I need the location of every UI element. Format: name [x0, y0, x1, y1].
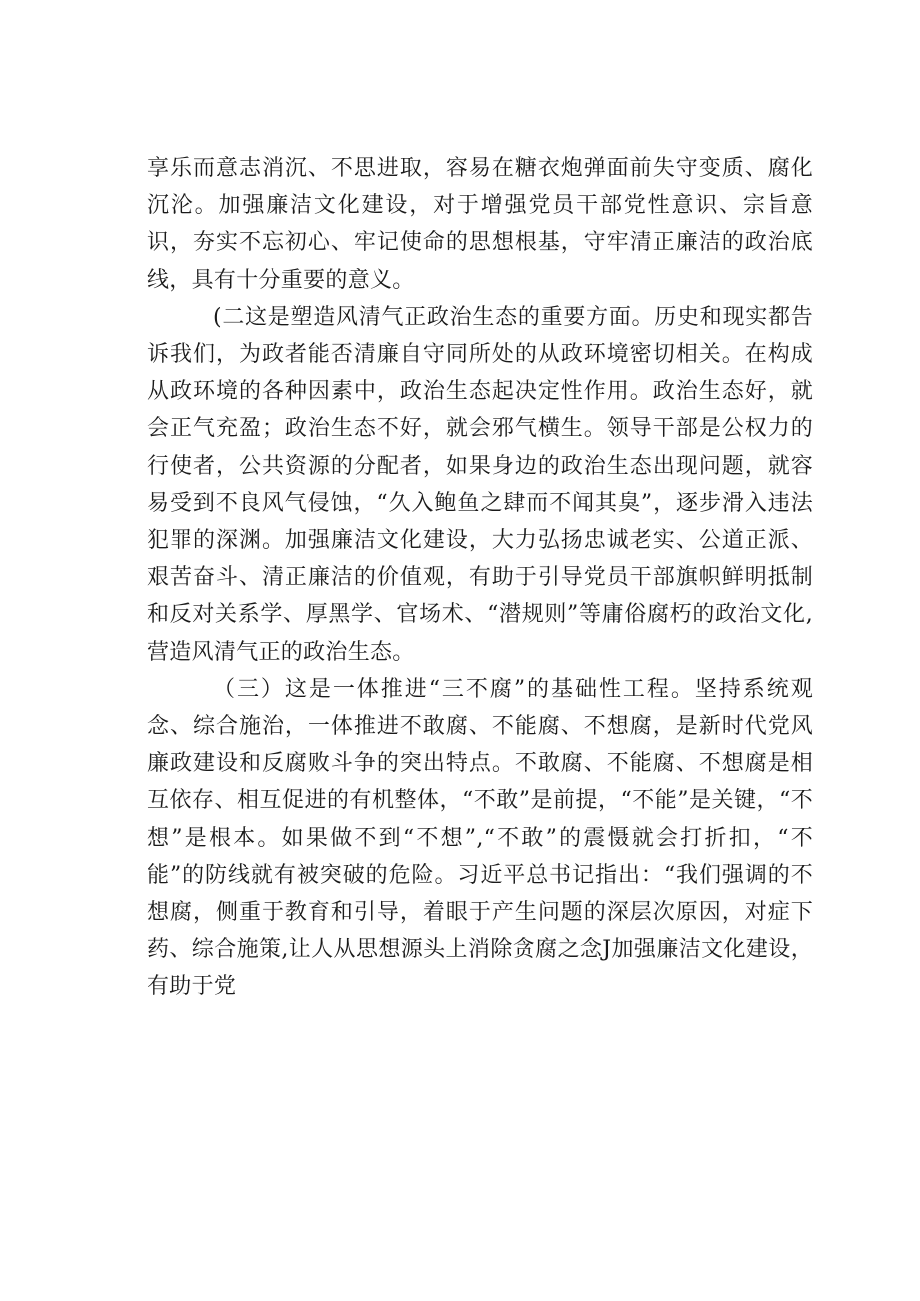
- paragraph-1: 享乐而意志消沉、不思进取，容易在糖衣炮弹面前失守变质、腐化沉沦。加强廉洁文化建设，对于增强党员干部党性意识、宗旨意识，夯实不忘初心、牢记使命的思想根基，守牢清正廉洁的政治底线，具有十分重要的意义。: [147, 156, 813, 293]
- document-page: [147, 150, 813, 1006]
- paragraph-3: （三）这是一体推进“三不腐”的基础性工程。坚持系统观念、综合施治，一体推进不敢腐、不能腐、不想腐，是新时代党风廉政建设和反腐败斗争的突出特点。不敢腐、不能腐、不想腐是相互依存、相互促进的有机整体，“不敢”是前提，“不能”是关键，“不想”是根本。如果做不到“不想”,“不敢”的震慑就会打折扣，“不能”的防线就有被突破的危险。习近平总书记指出：“我们强调的不想腐，侧重于教育和引导，着眼于产生问题的深层次原因，对症下药、综合施策,让人从思想源头上消除贪腐之念J加强廉洁文化建设，有助于党: [147, 676, 813, 1000]
- paragraph-2: (二这是塑造风清气正政治生态的重要方面。历史和现实都告诉我们，为政者能否清廉自守同所处的从政环境密切相关。在构成从政环境的各种因素中，政治生态起决定性作用。政治生态好，就会正气充盈；政治生态不好，就会邪气横生。领导干部是公权力的行使者，公共资源的分配者，如果身边的政治生态出现问题，就容易受到不良风气侵蚀，“久入鲍鱼之肆而不闻其臭”，逐步滑入违法犯罪的深渊。加强廉洁文化建设，大力弘扬忠诚老实、公道正派、艰苦奋斗、清正廉洁的价值观，有助于引导党员干部旗帜鲜明抵制和反对关系学、厚黑学、官场术、“潜规则”等庸俗腐朽的政治文化,营造风清气正的政治生态。: [147, 304, 813, 665]
